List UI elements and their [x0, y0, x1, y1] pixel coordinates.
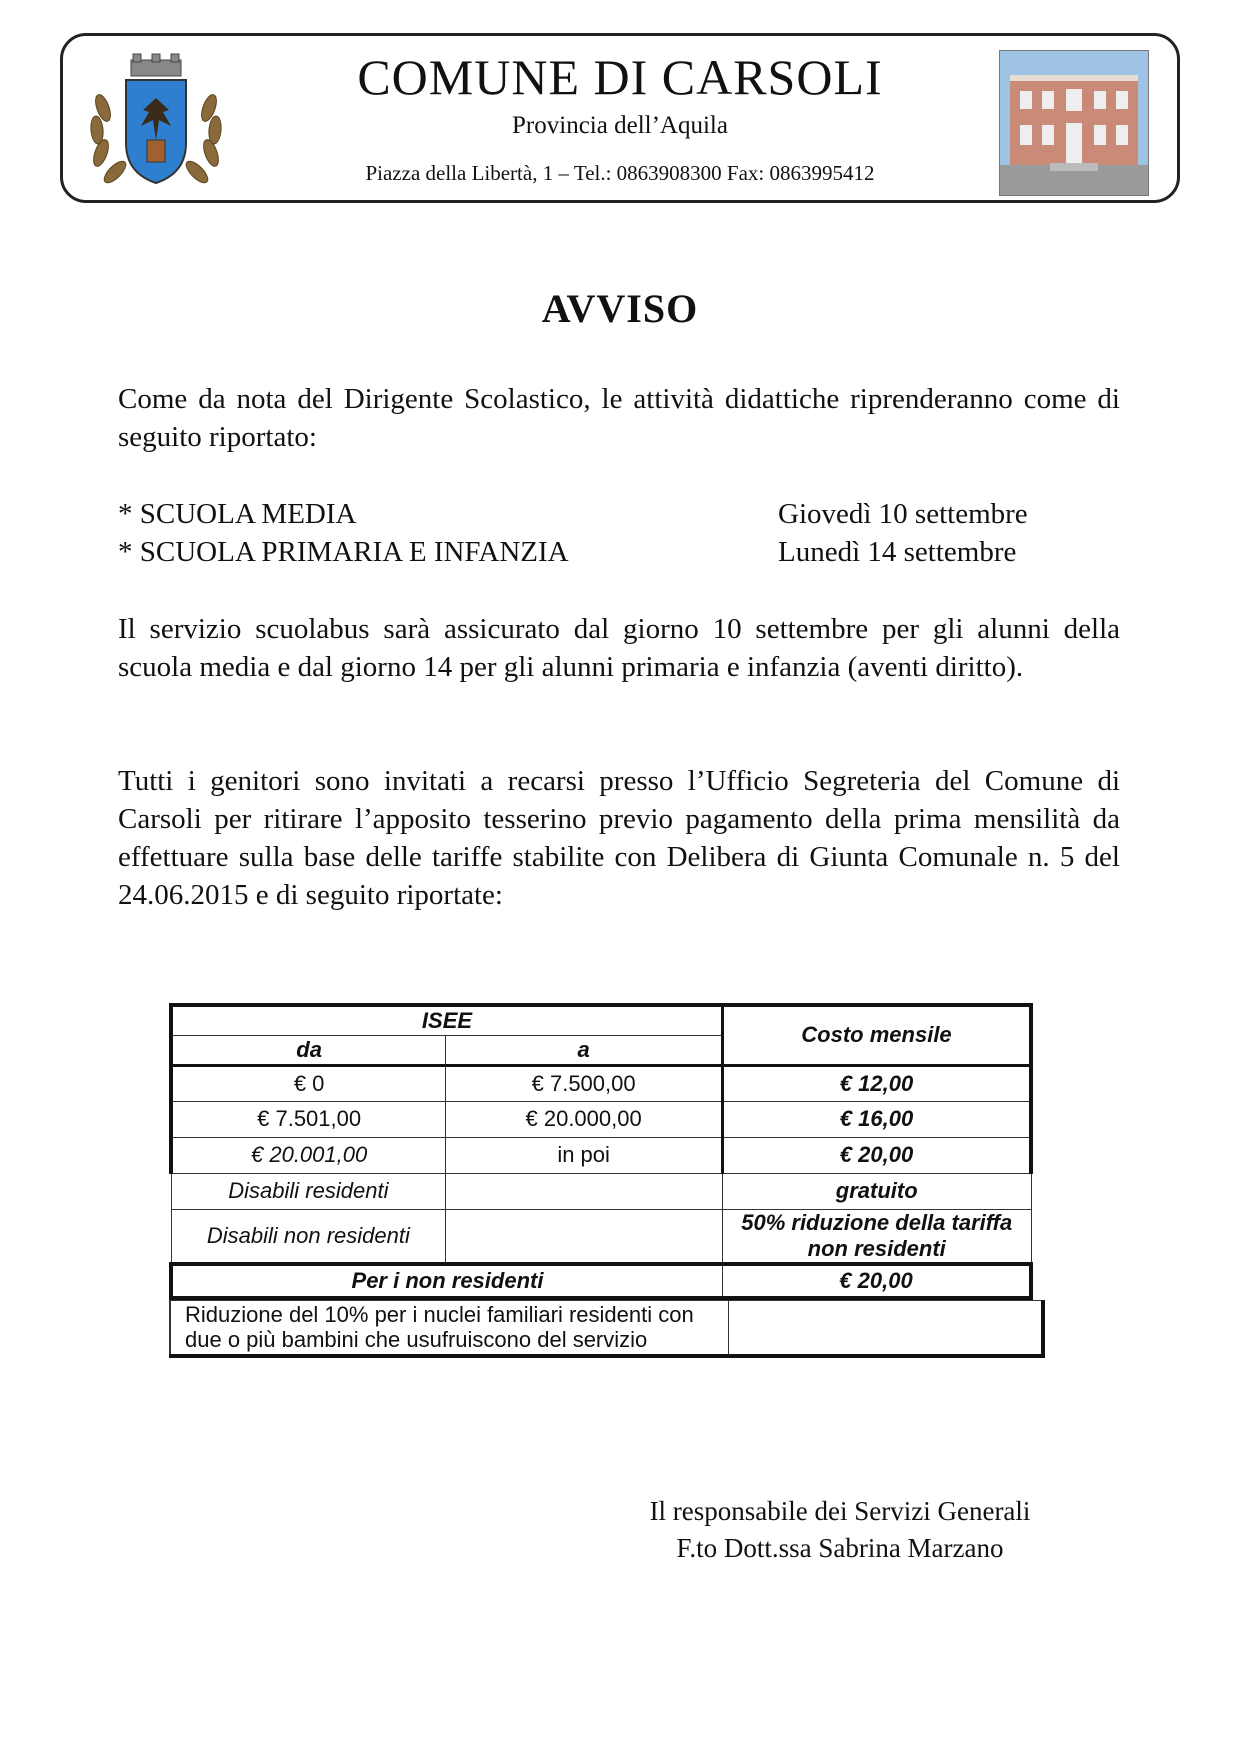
disabled-nonresidents-label: Disabili non residenti: [171, 1209, 446, 1264]
signature-block: [600, 1493, 1080, 1567]
schedule-school: * SCUOLA MEDIA: [118, 498, 357, 530]
province-name: Provincia dell’Aquila: [512, 112, 728, 139]
letterhead: [60, 33, 1180, 203]
municipality-address: Piazza della Libertà, 1 – Tel.: 0863908300 Fax: 0863995412: [365, 161, 875, 185]
table-row: [171, 1264, 1031, 1298]
disabled-nonresidents-cost: 50% riduzione della tariffa non residenti: [722, 1209, 1031, 1264]
range-cost: € 20,00: [722, 1137, 1031, 1173]
nonresidents-label: Per i non residenti: [171, 1264, 722, 1298]
parents-paragraph: Tutti i genitori sono invitati a recarsi presso l’Ufficio Segreteria del Comune di Carsoli per ritirare l’apposito tesserino previo pagamento della prima mensilità da effettuare sulla base delle tariffe stabilite con Delibera di Giunta Comunale n. 5 del 24.06.2015 e di seguito riportate:: [118, 765, 1120, 911]
table-row: [171, 1209, 1031, 1264]
table-row: [171, 1065, 1031, 1101]
isee-header: ISEE: [171, 1005, 722, 1035]
town-hall-icon: [1000, 51, 1148, 195]
empty-cell: [446, 1173, 723, 1209]
disabled-residents-cost: gratuito: [722, 1173, 1031, 1209]
signature-role: Il responsabile dei Servizi Generali: [649, 1496, 1031, 1526]
table-row: [171, 1101, 1031, 1137]
table-row: [170, 1300, 1043, 1356]
schedule-school: * SCUOLA PRIMARIA E INFANZIA: [118, 536, 569, 568]
disabled-residents-label: Disabili residenti: [171, 1173, 446, 1209]
range-from: € 20.001,00: [171, 1137, 446, 1173]
intro-paragraph: Come da nota del Dirigente Scolastico, le attività didattiche riprenderanno come di seguito riportato:: [118, 383, 1120, 453]
school-schedule: [118, 495, 1120, 571]
nonresidents-cost: € 20,00: [722, 1264, 1031, 1298]
range-from: € 7.501,00: [171, 1101, 446, 1137]
range-to: € 20.000,00: [446, 1101, 723, 1137]
town-hall-photo: [999, 50, 1149, 196]
empty-cell: [728, 1300, 1043, 1356]
range-to: in poi: [446, 1137, 723, 1173]
range-to: € 7.500,00: [446, 1065, 723, 1101]
from-header: da: [171, 1035, 446, 1065]
notice-title: AVVISO: [541, 286, 699, 331]
schedule-row: [118, 533, 1120, 571]
tariff-table: [169, 1003, 1033, 1358]
signature-name: F.to Dott.ssa Sabrina Marzano: [676, 1533, 1004, 1563]
to-header: a: [446, 1035, 723, 1065]
schedule-date: Lunedì 14 settembre: [778, 536, 1017, 568]
table-row: [171, 1173, 1031, 1209]
range-cost: € 12,00: [722, 1065, 1031, 1101]
schedule-date: Giovedì 10 settembre: [778, 498, 1028, 530]
bus-service-paragraph: Il servizio scuolabus sarà assicurato dal giorno 10 settembre per gli alunni della scuola media e dal giorno 14 per gli alunni primaria e infanzia (aventi diritto).: [118, 613, 1120, 683]
range-cost: € 16,00: [722, 1101, 1031, 1137]
table-row: [171, 1137, 1031, 1173]
schedule-row: [118, 495, 1120, 533]
empty-cell: [446, 1209, 723, 1264]
reduction-note: Riduzione del 10% per i nuclei familiari residenti con due o più bambini che usufruiscono del servizio: [170, 1300, 728, 1356]
municipality-name: COMUNE DI CARSOLI: [357, 49, 883, 105]
cost-header: Costo mensile: [722, 1005, 1031, 1065]
range-from: € 0: [171, 1065, 446, 1101]
